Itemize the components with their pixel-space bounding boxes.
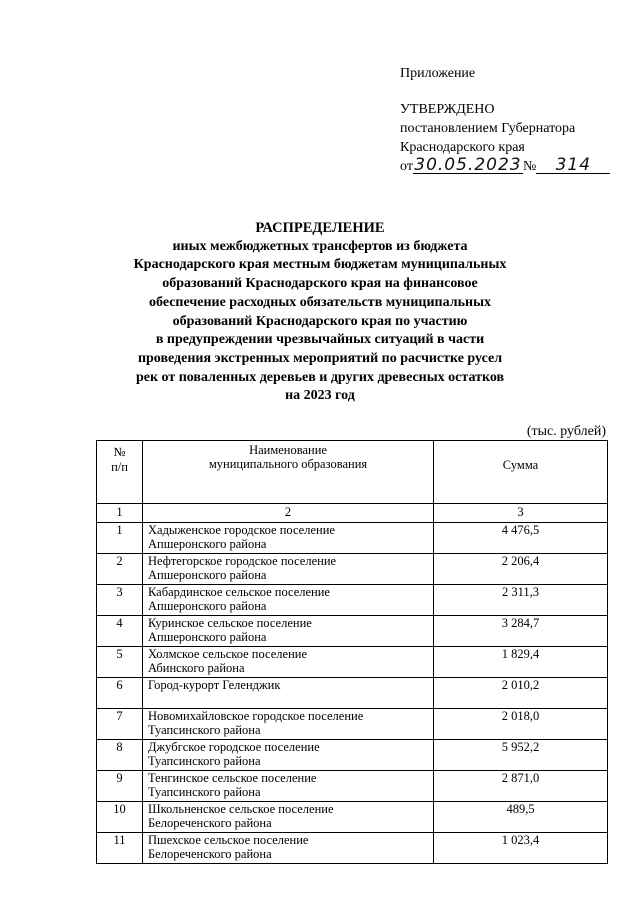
municipality-line1: Тенгинское сельское поселение [148, 771, 317, 785]
row-sum: 2 871,0 [434, 771, 608, 802]
table-header-row [97, 441, 608, 504]
table-row [97, 523, 608, 554]
row-sum: 2 010,2 [434, 678, 608, 709]
header-number-line1: № [113, 445, 126, 459]
municipality-name [143, 802, 434, 833]
column-number: 3 [434, 504, 608, 523]
row-number: 2 [97, 554, 143, 585]
row-sum: 1 829,4 [434, 647, 608, 678]
title-line: рек от поваленных деревьев и других древесных остатков [135, 369, 505, 385]
municipality-name [143, 616, 434, 647]
municipality-name [143, 771, 434, 802]
from-prefix: от [400, 159, 413, 174]
table-row [97, 585, 608, 616]
row-sum: 1 023,4 [434, 833, 608, 864]
title-heading: РАСПРЕДЕЛЕНИЕ [255, 220, 385, 236]
distribution-table [96, 440, 608, 864]
municipality-name [143, 523, 434, 554]
municipality-line1: Пшехское сельское поселение [148, 833, 309, 847]
municipality-line1: Джубгское городское поселение [148, 740, 320, 754]
approved-by-line2: Краснодарского края [400, 140, 525, 155]
municipality-line2: Апшеронского района [148, 598, 267, 613]
row-sum: 2 018,0 [434, 709, 608, 740]
table-row [97, 771, 608, 802]
municipality-line2: Белореченского района [148, 815, 272, 830]
municipality-line1: Новомихайловское городское поселение [148, 709, 364, 723]
row-sum: 489,5 [434, 802, 608, 833]
table-row [97, 740, 608, 771]
municipality-name [143, 585, 434, 616]
municipality-name [143, 740, 434, 771]
municipality-name [143, 647, 434, 678]
header-name-line2: муниципального образования [208, 457, 368, 471]
document-title [110, 219, 530, 406]
title-line: в предупреждении чрезвычайных ситуаций в части [155, 332, 485, 348]
row-number: 11 [97, 833, 143, 864]
row-number: 10 [97, 802, 143, 833]
municipality-line2: Апшеронского района [148, 629, 267, 644]
title-line: проведения экстренных мероприятий по расчистке русел [137, 350, 503, 366]
table-row [97, 802, 608, 833]
row-number: 7 [97, 709, 143, 740]
column-number: 1 [97, 504, 143, 523]
municipality-line2: Туапсинского района [148, 784, 261, 799]
municipality-name [143, 678, 434, 709]
row-sum: 4 476,5 [434, 523, 608, 554]
table-row [97, 647, 608, 678]
municipality-line1: Холмское сельское поселение [148, 647, 307, 661]
row-number: 9 [97, 771, 143, 802]
title-line: образований Краснодарского края на финансовое [162, 276, 478, 292]
municipality-line2: Белореченского района [148, 846, 272, 861]
handwritten-date: 30.05.2023 [414, 155, 522, 175]
row-number: 1 [97, 523, 143, 554]
title-line: образований Краснодарского края по участию [172, 313, 468, 329]
municipality-line1: Куринское сельское поселение [148, 616, 312, 630]
title-line: иных межбюджетных трансфертов из бюджета [172, 238, 468, 254]
row-sum: 5 952,2 [434, 740, 608, 771]
row-number: 6 [97, 678, 143, 709]
municipality-name [143, 709, 434, 740]
municipality-line2: Туапсинского района [148, 753, 261, 768]
header-number-line2: п/п [111, 460, 128, 474]
municipality-line1: Нефтегорское городское поселение [148, 554, 337, 568]
row-sum: 2 311,3 [434, 585, 608, 616]
table-row [97, 833, 608, 864]
header-name-line1: Наименование [249, 443, 327, 457]
table-row [97, 554, 608, 585]
table-row [97, 678, 608, 709]
municipality-name [143, 833, 434, 864]
row-number: 3 [97, 585, 143, 616]
approved-by-line1: постановлением Губернатора [400, 121, 576, 136]
title-line: на 2023 год [285, 388, 355, 404]
header-number [97, 441, 143, 504]
table-row [97, 616, 608, 647]
spacer [400, 83, 610, 100]
number-prefix: № [522, 159, 537, 174]
handwritten-number: 314 [536, 157, 610, 174]
title-line: обеспечение расходных обязательств муниципальных [149, 294, 491, 310]
appendix-label: Приложение [400, 66, 476, 81]
row-sum: 3 284,7 [434, 616, 608, 647]
municipality-line2: Туапсинского района [148, 722, 261, 737]
municipality-name [143, 554, 434, 585]
municipality-line1: Школьненское сельское поселение [148, 802, 334, 816]
municipality-line1: Кабардинское сельское поселение [148, 585, 330, 599]
header-name [143, 441, 434, 504]
approved-label: УТВЕРЖДЕНО [400, 102, 495, 117]
row-number: 8 [97, 740, 143, 771]
row-number: 5 [97, 647, 143, 678]
column-numbers-row [97, 504, 608, 523]
column-number: 2 [143, 504, 434, 523]
units-label: (тыс. рублей) [526, 424, 606, 439]
table-body [97, 523, 608, 864]
title-line: Краснодарского края местным бюджетам муниципальных [133, 257, 507, 273]
table-row [97, 709, 608, 740]
approval-block [400, 64, 610, 176]
municipality-line1: Город-курорт Геленджик [148, 678, 281, 692]
municipality-line1: Хадыженское городское поселение [148, 523, 335, 537]
date-number-line [400, 157, 610, 176]
row-number: 4 [97, 616, 143, 647]
municipality-line2: Апшеронского района [148, 536, 267, 551]
municipality-line2: Абинского района [148, 660, 245, 675]
municipality-line2: Апшеронского района [148, 567, 267, 582]
row-sum: 2 206,4 [434, 554, 608, 585]
header-sum: Сумма [434, 441, 608, 504]
